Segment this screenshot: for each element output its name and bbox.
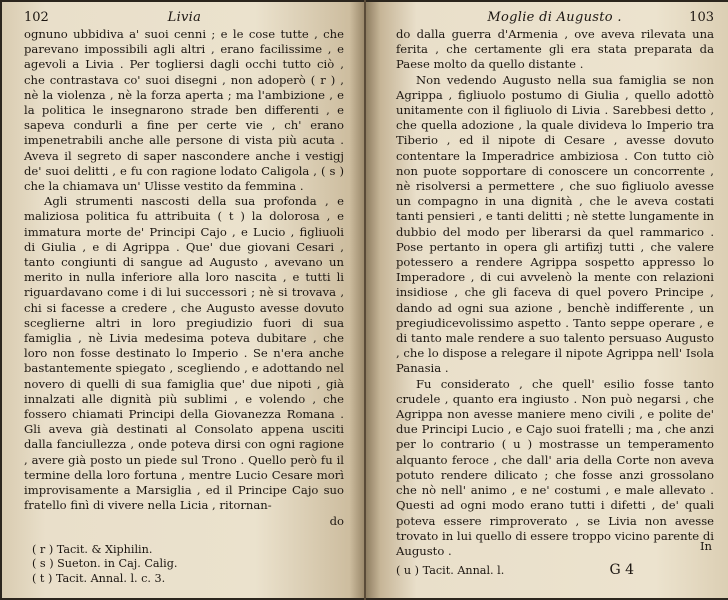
right-body-text — [396, 27, 714, 559]
right-catchword: In — [699, 539, 712, 553]
right-running-head — [396, 10, 714, 25]
right-paragraph-2: Non vedendo Augusto nella sua famiglia se non Agrippa , figliuolo postumo di Giulia , quello adottò unitamente con il figliuolo di Livia . Sarebbesi detto , che quella adozione , la quale divideva lo Imperio tra Tiberio , ed il nipote di Cesare , avesse dovuto contentare la Imperadrice ambiziosa . Con tutto ciò non puote sopportare di conoscere un concorrente , nè risolversi a permettere , che suo figliuolo avesse un compagno in una dignità , che le aveva costati tanti pensieri , e tanti delitti ; nè stette lungamente in dubbio del modo per liberarsi da quel rammarico . Pose pertanto in opera gli artifizj tutti , che valere potessero a rendere Agrippa sospetto appresso lo Imperadore , di cui avvelenò la mente con relazioni insidiose , che gli faceva di quel povero Principe , dando ad ogni sua azione , benchè indifferente , un pregiudicevolissimo aspetto . Tanto seppe operare , e di tanto male rendere a suo talento persuaso Augusto , che lo dispose a relegare il nipote Agrippa nell' Isola Panasia . — [396, 72, 714, 376]
footnote-s: ( s ) Sueton. in Caj. Calig. — [32, 557, 178, 570]
left-body-text — [24, 27, 344, 514]
left-paragraph-1: ognuno ubbidiva a' suoi cenni ; e le cose tutte , che parevano impossibili agli altri , erano facilissime , e agevoli a Livia . Per togliersi dagli occhi tutto ciò , che contrastava co' suoi disegni , non adoperò ( r ) , nè la violenza , nè la forza aperta ; ma l'ambizione , e la politica le insegnarono strade ben differenti , e sapeva condurli a fine per certe vie , ch' erano impenetrabili anche alle persone di vista più acuta . Aveva il segreto di saper nascondere anche i vestigj de' suoi delitti , e fu con ragione lodato Caligola , ( s ) che la chiamava un' Ulisse vestito da femmina . — [24, 27, 344, 194]
right-footer — [396, 562, 714, 578]
left-paragraph-2: Agli strumenti nascosti della sua profonda , e maliziosa politica fu attribuita ( t ) la dolorosa , e immatura morte de' Principi Cajo , e Lucio , figliuoli di Giulia , e di Agrippa . Que' due giovani Cesari , tanto congiunti di sangue ad Augusto , avevano un merito in nulla inferiore alla loro nascita , e tutti li riguardavano come i di lui successori ; nè si trovava , chi si facesse a credere , che Augusto avesse dovuto sceglierne altri in loro pregiudizio fuori di sua famiglia , nè Livia medesima poteva dubitare , che loro non fosse destinato lo Imperio . Se n'era anche bastantemente spiegato , scegliendo , e adottando nel novero di quelli di sua famiglia que' due nipoti , già innalzati alle dignità più sublimi , e volendo , che fossero chiamati Principi della Giovanezza Romana . Gli aveva già destinati al Consolato appena usciti dalla fanciullezza , onde poteva dirsi con ogni ragione , avere già posto un piede sul Trono . Quello però fu il termine della loro fortuna , mentre Lucio Cesare morì improvisamente a Marsiglia , ed il Principe Cajo suo fratello finì di vivere nella Licia , ritornan- — [24, 194, 344, 513]
footnote-r: ( r ) Tacit. & Xiphilin. — [32, 542, 153, 556]
left-running-head — [24, 10, 344, 25]
signature-mark: G 4 — [609, 562, 634, 578]
footnote-u: ( u ) Tacit. Annal. l. — [396, 564, 505, 577]
left-footnotes — [24, 543, 344, 587]
right-page-number: 103 — [689, 10, 714, 25]
left-page-number: 102 — [24, 10, 49, 25]
footnote-t: ( t ) Tacit. Annal. l. c. 3. — [32, 571, 166, 585]
left-running-title: Livia — [167, 10, 202, 25]
right-paragraph-3: Fu considerato , che quell' esilio fosse tanto crudele , quanto era ingiusto . Non può negarsi , che Agrippa non avesse maniere meno civili , e polite de' due Principi Lucio , e Cajo suoi fratelli ; ma , che anzi per lo contrario ( u ) mostrasse un temperamento alquanto feroce , che dall' aria della Corte non aveva potuto rendere dilicato ; che fosse anzi grossolano che nò nell' animo , e ne' costumi , e male allevato . Questi ad ogni modo erano tutti i difetti , de' quali poteva essere rimproverato , se Livia non avesse trovato in lui quello di essere troppo vicino parente di Augusto . — [396, 376, 714, 558]
right-paragraph-1: do dalla guerra d'Armenia , ove aveva rilevata una ferita , che certamente gli era stata preparata da Paese molto da quello distante . — [396, 27, 714, 72]
right-page — [366, 2, 728, 598]
left-page — [2, 2, 364, 598]
left-catchword: do — [329, 513, 344, 528]
right-running-title: Moglie di Augusto . — [487, 10, 622, 25]
